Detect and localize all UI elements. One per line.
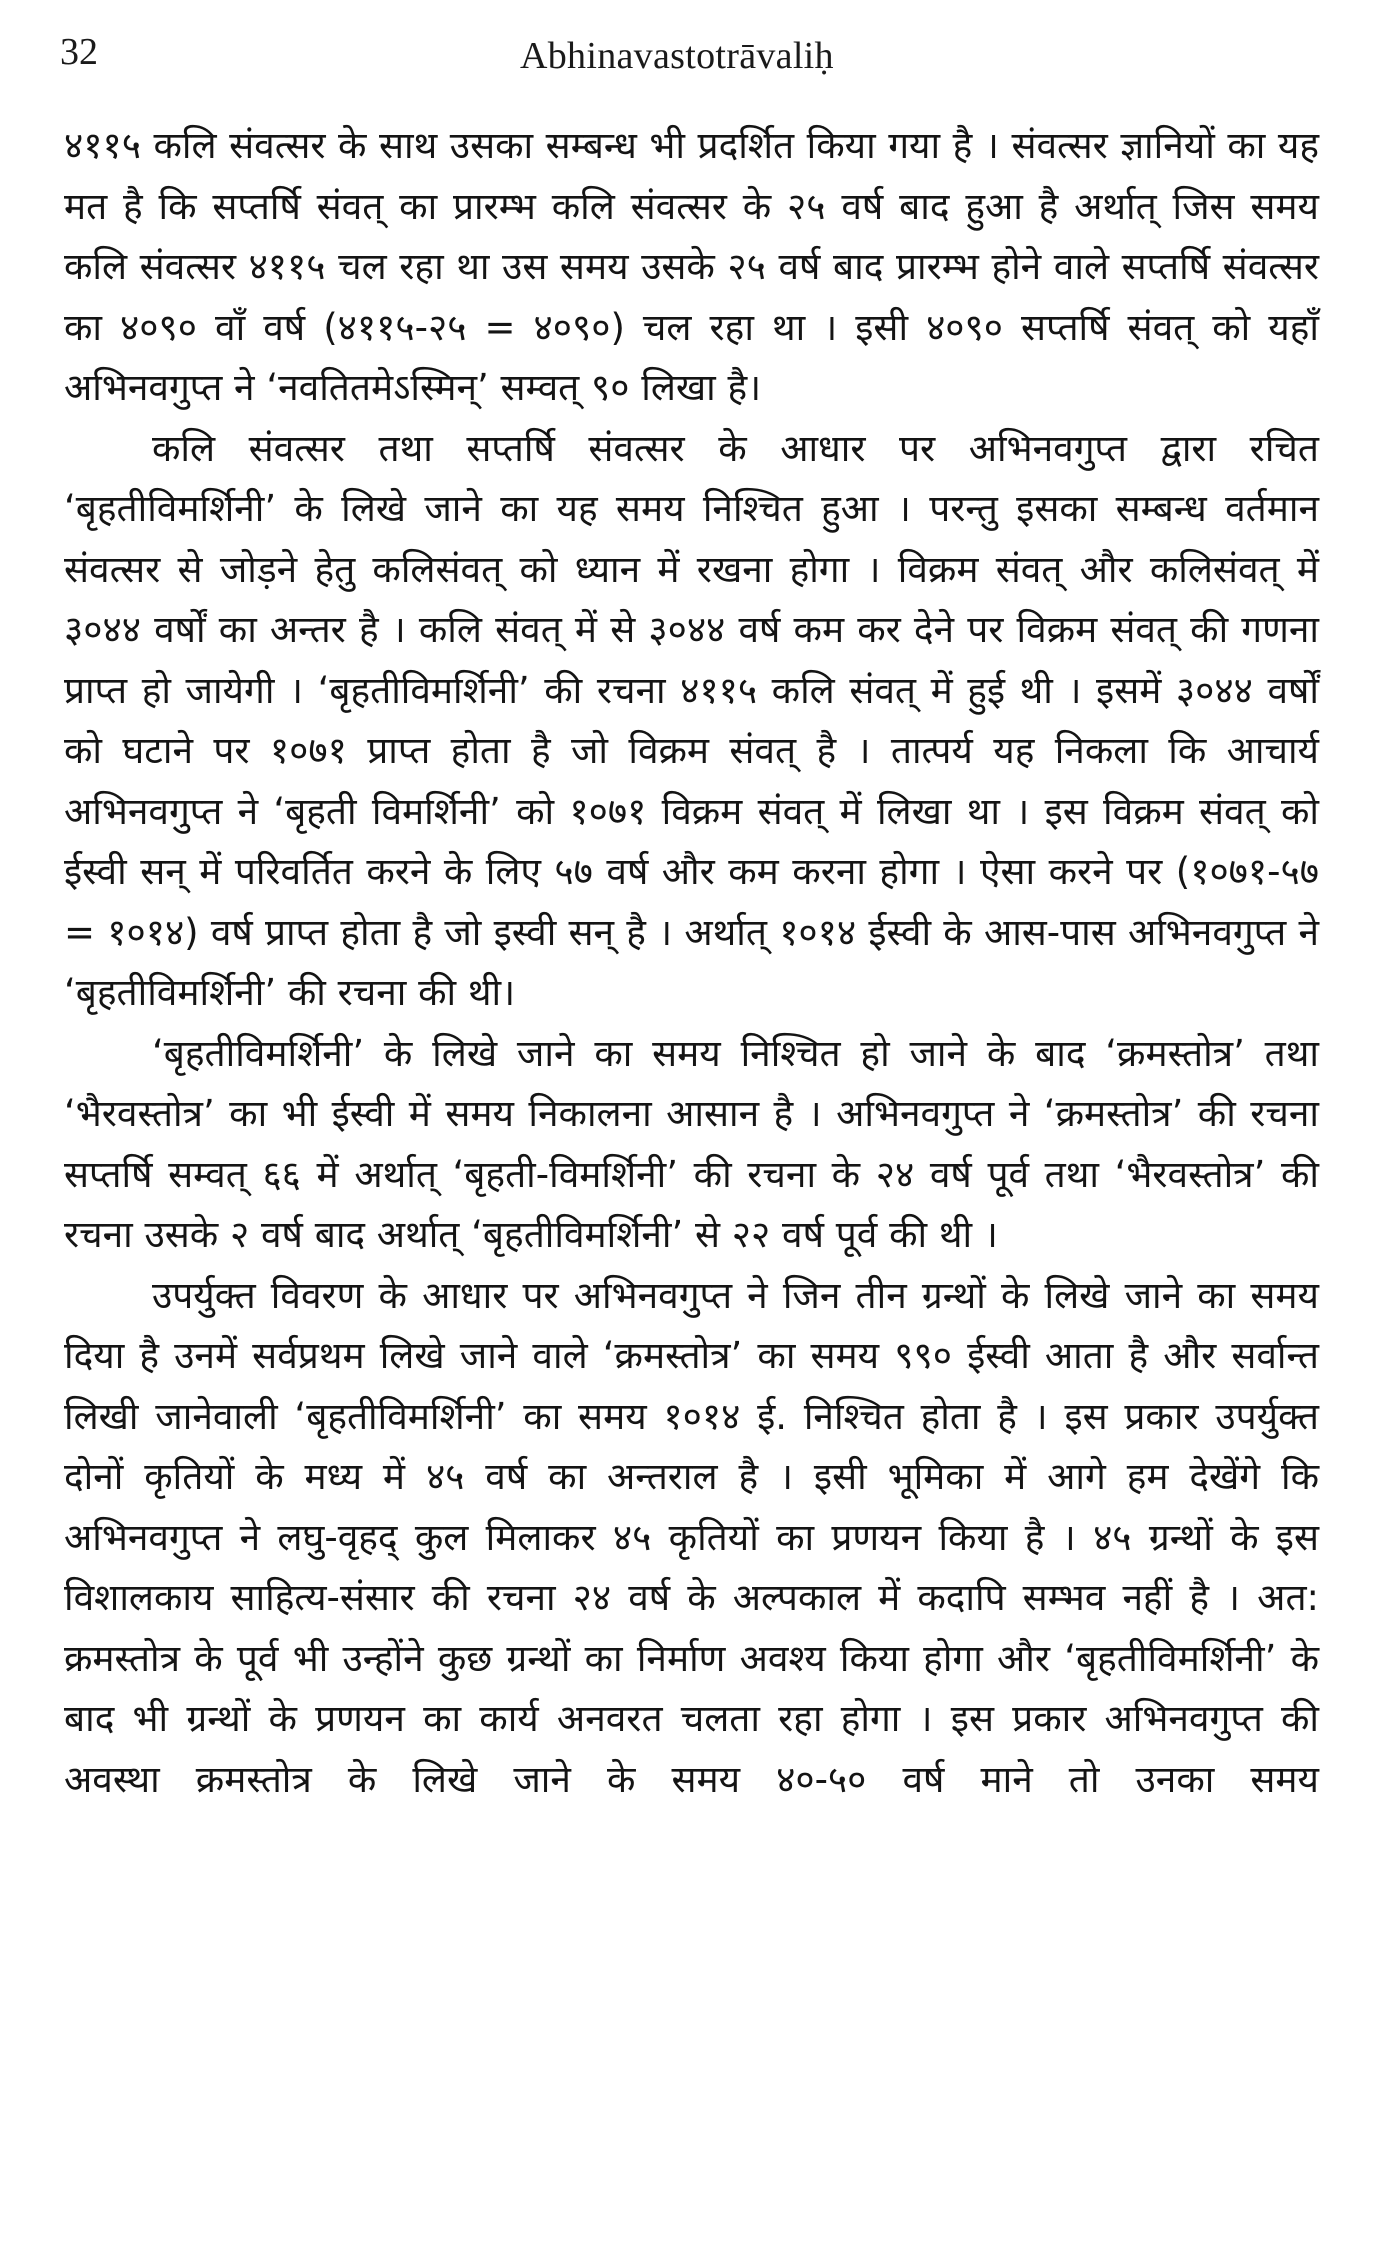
paragraph-1: ४११५ कलि संवत्सर के साथ उसका सम्बन्ध भी प्रदर्शित किया गया है । संवत्सर ज्ञानियों का यह मत है कि सप्तर्षि संवत् का प्रारम्भ कलि संवत्सर के २५ वर्ष बाद हुआ है अर्थात् जिस समय कलि संवत्सर ४११५ चल रहा था उस समय उसके २५ वर्ष बाद प्रारम्भ होने वाले सप्तर्षि संवत्सर का ४०९० वाँ वर्ष (४११५-२५ = ४०९०) चल रहा था । इसी ४०९० सप्तर्षि संवत् को यहाँ अभिनवगुप्त ने ‘नवतितमेऽस्मिन्’ सम्वत् ९० लिखा है। (64, 124, 1319, 409)
paragraph-3: ‘बृहतीविमर्शिनी’ के लिखे जाने का समय निश्चित हो जाने के बाद ‘क्रमस्तोत्र’ तथा ‘भैरवस्तोत्र’ का भी ईस्वी में समय निकालना आसान है । अभिनवगुप्त ने ‘क्रमस्तोत्र’ की रचना सप्तर्षि सम्वत् ६६ में अर्थात् ‘बृहती-विमर्शिनी’ की रचना के २४ वर्ष पूर्व तथा ‘भैरवस्तोत्र’ की रचना उसके २ वर्ष बाद अर्थात् ‘बृहतीविमर्शिनी’ से २२ वर्ष पूर्व की थी । (64, 1031, 1319, 1256)
body-text (64, 116, 1319, 1810)
page-number: 32 (60, 31, 98, 73)
page-header (60, 30, 1320, 90)
running-title: Abhinavastotrāvaliḥ (520, 35, 834, 77)
paragraph-2: कलि संवत्सर तथा सप्तर्षि संवत्सर के आधार पर अभिनवगुप्त द्वारा रचित ‘बृहतीविमर्शिनी’ के लिखे जाने का यह समय निश्चित हुआ । परन्तु इसका सम्बन्ध वर्तमान संवत्सर से जोड़ने हेतु कलिसंवत् को ध्यान में रखना होगा । विक्रम संवत् और कलिसंवत् में ३०४४ वर्षों का अन्तर है । कलि संवत् में से ३०४४ वर्ष कम कर देने पर विक्रम संवत् की गणना प्राप्त हो जायेगी । ‘बृहतीविमर्शिनी’ की रचना ४११५ कलि संवत् में हुई थी । इसमें ३०४४ वर्षों को घटाने पर १०७१ प्राप्त होता है जो विक्रम संवत् है । तात्पर्य यह निकला कि आचार्य अभिनवगुप्त ने ‘बृहती विमर्शिनी’ को १०७१ विक्रम संवत् में लिखा था । इस विक्रम संवत् को ईस्वी सन् में परिवर्तित करने के लिए ५७ वर्ष और कम करना होगा । ऐसा करने पर (१०७१-५७ = १०१४) वर्ष प्राप्त होता है जो इस्वी सन् है । अर्थात् १०१४ ईस्वी के आस-पास अभिनवगुप्त ने ‘बृहतीविमर्शिनी’ की रचना की थी। (64, 426, 1319, 1014)
paragraph-4: उपर्युक्त विवरण के आधार पर अभिनवगुप्त ने जिन तीन ग्रन्थों के लिखे जाने का समय दिया है उनमें सर्वप्रथम लिखे जाने वाले ‘क्रमस्तोत्र’ का समय ९९० ईस्वी आता है और सर्वान्त लिखी जानेवाली ‘बृहतीविमर्शिनी’ का समय १०१४ ई. निश्चित होता है । इस प्रकार उपर्युक्त दोनों कृतियों के मध्य में ४५ वर्ष का अन्तराल है । इसी भूमिका में आगे हम देखेंगे कि अभिनवगुप्त ने लघु-वृहद् कुल मिलाकर ४५ कृतियों का प्रणयन किया है । ४५ ग्रन्थों के इस विशालकाय साहित्य-संसार की रचना २४ वर्ष के अल्पकाल में कदापि सम्भव नहीं है । अत: क्रमस्तोत्र के पूर्व भी उन्होंने कुछ ग्रन्थों का निर्माण अवश्य किया होगा और ‘बृहतीविमर्शिनी’ के बाद भी ग्रन्थों के प्रणयन का कार्य अनवरत चलता रहा होगा । इस प्रकार अभिनवगुप्त की अवस्था क्रमस्तोत्र के लिखे जाने के समय ४०-५० वर्ष माने तो उनका समय (64, 1273, 1319, 1801)
